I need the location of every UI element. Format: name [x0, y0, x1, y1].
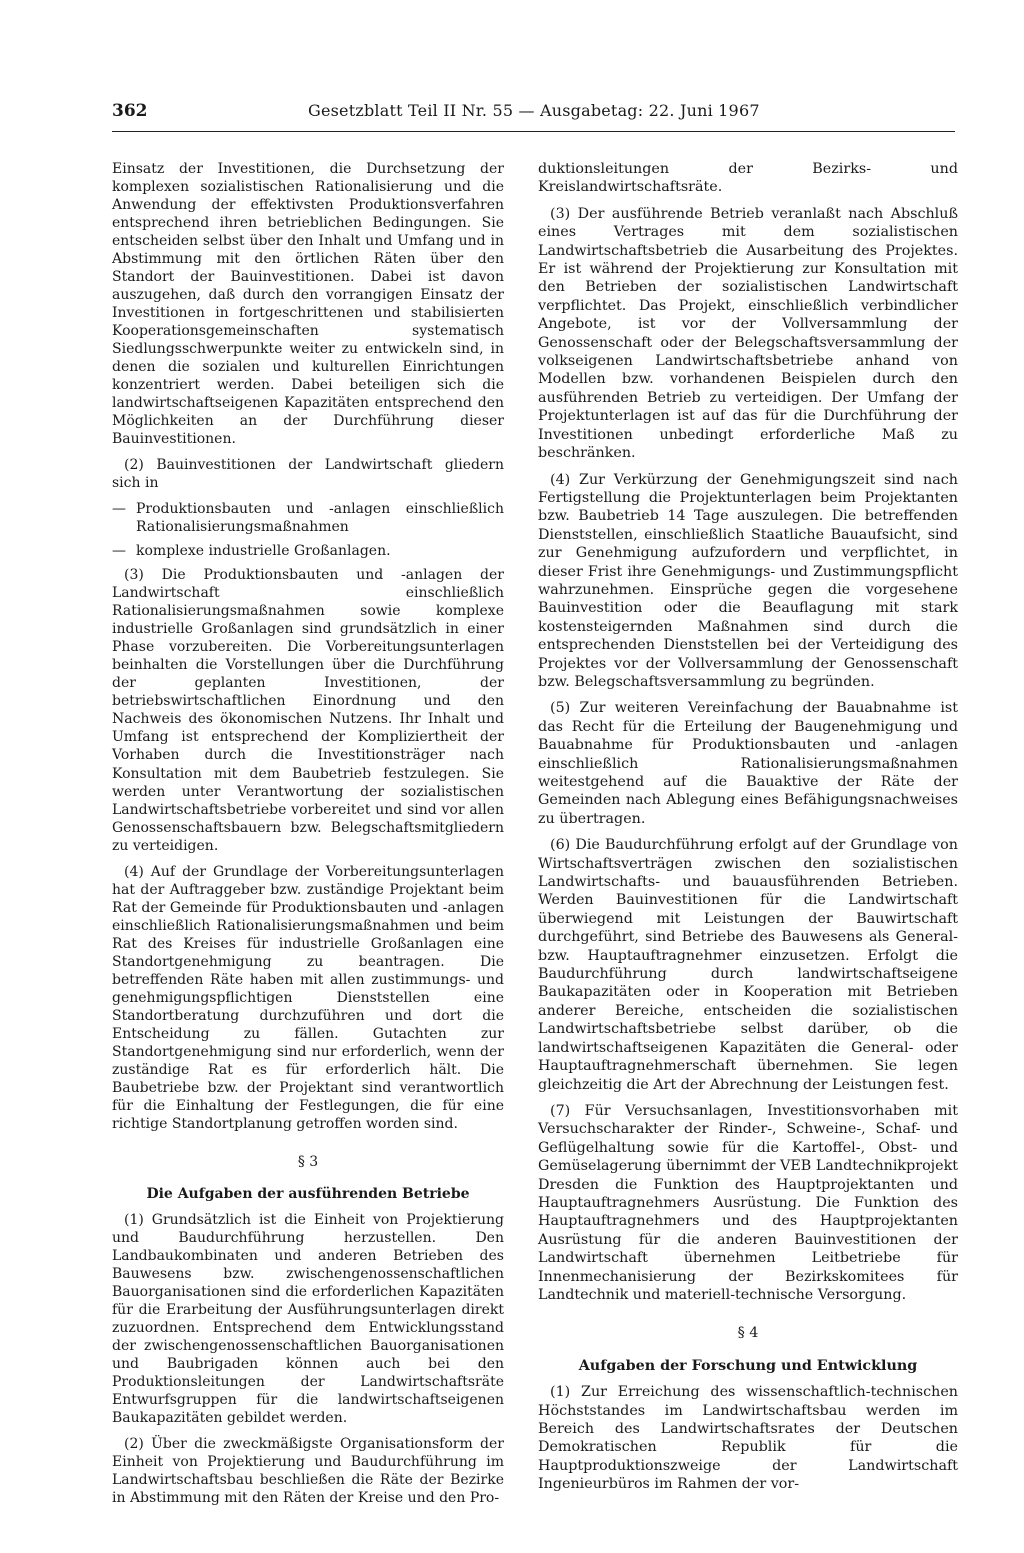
paragraph: (4) Zur Verkürzung der Genehmigungszeit sind nach Fertigstellung die Projektunterlagen beim Projektanten bzw. Baubetrieb 14 Tage auszulegen. Die betreffenden Dienststellen, einschließlich Staatliche Bauaufsicht, sind zur Genehmigung aufzufordern und verpflichtet, in dieser Frist ihre Genehmigungs- und Zustimmungspflicht wahrzunehmen. Einsprüche gegen die vorgesehene Bauinvestition oder die Beauflagung mit stark kostensteigernden Maßnahmen sind durch die entsprechenden Dienststellen bei der Verteidigung des Projektes vor der Vollversammlung der Genossenschaft bzw. Belegschaftsversammlung zu begründen. — [538, 471, 958, 690]
paragraph: (6) Die Baudurchführung erfolgt auf der Grundlage von Wirtschaftsverträgen zwischen den sozialistischen Landwirtschafts- und bauausführenden Betrieben. Werden Bauinvestitionen für die Landwirtschaft überwiegend mit Leistungen der Bauwirtschaft durchgeführt, sind Betriebe des Bauwesens als General- bzw. Hauptauftragnehmer einzusetzen. Erfolgt die Baudurchführung durch landwirtschaftseigene Baukapazitäten oder in Kooperation mit Betrieben anderer Bereiche, entscheiden die sozialistischen Landwirtschaftsbetriebe selbst darüber, ob die landwirtschaftseigenen Kapazitäten die General- oder Hauptauftragnehmerschaft übernehmen. Sie legen gleichzeitig die Art der Abrechnung der Leistungen fest. — [538, 837, 958, 1093]
page-header — [112, 101, 955, 131]
paragraph: (3) Die Produktionsbauten und -anlagen der Landwirtschaft einschließlich Rationalisierungsmaßnahmen sowie komplexe industrielle Großanlagen sind grundsätzlich in einer Phase vorzubereiten. Die Vorbereitungsunterlagen beinhalten die Vorstellungen über die Durchführung der geplanten Investitionen, der betriebswirtschaftlichen Einordnung und den Nachweis des ökonomischen Nutzens. Ihr Inhalt und Umfang ist entsprechend der Kompliziertheit der Vorhaben durch die Investitionsträger nach Konsultation mit dem Baubetrieb festzulegen. Sie werden unter Verantwortung der sozialistischen Landwirtschaftsbetriebe vorbereitet und sind vor allen Genossenschaftsbauern bzw. Belegschaftsmitgliedern zu verteidigen. — [112, 567, 504, 854]
section-title: Aufgaben der Forschung und Entwicklung — [578, 1357, 918, 1374]
paragraph: duktionsleitungen der Bezirks- und Kreislandwirtschaftsräte. — [538, 161, 958, 196]
right-column — [538, 160, 958, 1502]
left-column — [112, 160, 504, 1515]
paragraph: (3) Der ausführende Betrieb veranlaßt nach Abschluß eines Vertrages mit dem sozialistischen Landwirtschaftsbetrieb die Ausarbeitung des Projektes. Er ist während der Projektierung zur Konsultation mit den Betrieben der sozialistischen Landwirtschaft verpflichtet. Das Projekt, einschließlich verbindlicher Angebote, ist vor der Vollversammlung der Genossenschaft oder der Belegschaftsversammlung der volkseigenen Landwirtschaftsbetriebe anhand von Modellen bzw. vorhandenen Beispielen durch den ausführenden Betrieb zu verteidigen. Der Umfang der Projektunterlagen ist auf das für die Durchführung der Investitionen unbedingt erforderliche Maß zu beschränken. — [538, 205, 958, 462]
header-rule — [112, 131, 955, 132]
paragraph: (7) Für Versuchsanlagen, Investitionsvorhaben mit Versuchscharakter der Rinder-, Schweine-, Schaf- und Geflügelhaltung sowie für die Kartoffel-, Obst- und Gemüselagerung übernimmt der VEB Landtechnikprojekt Dresden die Funktion des Hauptprojektanten und Hauptauftragnehmers Ausrüstung. Die Funktion des Hauptauftragnehmers und des Hauptprojektanten Ausrüstung für die anderen Bauinvestitionen der Landwirtschaft übernehmen Leitbetriebe für Innenmechanisierung der Bezirkskomitees für Landtechnik und materiell-technische Versorgung. — [538, 1102, 958, 1303]
dash-list-item: — Produktionsbauten und -anlagen einschließlich Rationalisierungsmaßnahmen — [112, 500, 504, 536]
paragraph: (5) Zur weiteren Vereinfachung der Bauabnahme ist das Recht für die Erteilung der Baugenehmigung und Bauabnahme für Produktionsbauten und -anlagen einschließlich Rationalisierungsmaßnahmen weitestgehend auf die Bauaktive der Räte der Gemeinden nach Ablegung eines Befähigungsnachweises zu übertragen. — [538, 700, 958, 827]
paragraph: (2) Bauinvestitionen der Landwirtschaft gliedern sich in — [112, 457, 504, 492]
page-number: 362 — [112, 101, 148, 121]
section-number: § 3 — [297, 1153, 319, 1170]
dash-list-item: — komplexe industrielle Großanlagen. — [112, 542, 504, 560]
running-head: Gesetzblatt Teil II Nr. 55 — Ausgabetag: 22. Juni 1967 — [308, 101, 760, 120]
section-number: § 4 — [737, 1325, 759, 1342]
paragraph: (1) Grundsätzlich ist die Einheit von Projektierung und Baudurchführung herzustellen. Den Landbaukombinaten und anderen Betrieben des Bauwesens bzw. zwischengenossenschaftlichen Bauorganisationen sind die erforderlichen Kapazitäten für die Erarbeitung der Ausführungsunterlagen direkt zuzuordnen. Entsprechend dem Entwicklungsstand der zwischengenossenschaftlichen Bauorganisationen und Baubrigaden können auch bei den Produktionsleitungen der Landwirtschaftsräte Entwurfsgruppen für die landwirtschaftseigenen Baukapazitäten gebildet werden. — [112, 1211, 504, 1427]
section-title: Die Aufgaben der ausführenden Betriebe — [146, 1185, 470, 1202]
paragraph: (1) Zur Erreichung des wissenschaftlich-technischen Höchststandes im Landwirtschaftsbau werden im Bereich des Landwirtschaftsrates der Deutschen Demokratischen Republik für die Hauptproduktionszweige der Landwirtschaft Ingenieurbüros im Rahmen der vor- — [538, 1384, 958, 1493]
paragraph: (4) Auf der Grundlage der Vorbereitungsunterlagen hat der Auftraggeber bzw. zuständige Projektant beim Rat der Gemeinde für Produktionsbauten und -anlagen einschließlich Rationalisierungsmaßnahmen und beim Rat des Kreises für industrielle Großanlagen eine Standortgenehmigung zu beantragen. Die betreffenden Räte haben mit allen zustimmungs- und genehmigungspflichtigen Dienststellen eine Standortberatung durchzuführen und dort die Entscheidung zu fällen. Gutachten zur Standortgenehmigung sind nur erforderlich, wenn der zuständige Rat es für erforderlich hält. Die Baubetriebe bzw. der Projektant sind verantwortlich für die Einhaltung der Festlegungen, die für eine richtige Standortplanung getroffen worden sind. — [112, 863, 504, 1132]
paragraph: (2) Über die zweckmäßigste Organisationsform der Einheit von Projektierung und Baudurchführung im Landwirtschaftsbau beschließen die Räte der Bezirke in Abstimmung mit den Räten der Kreise und den Pro- — [112, 1436, 504, 1507]
paragraph: Einsatz der Investitionen, die Durchsetzung der komplexen sozialistischen Rationalisierung und die Anwendung der effektivsten Produktionsverfahren entsprechend ihren betrieblichen Bedingungen. Sie entscheiden selbst über den Inhalt und Umfang und in Abstimmung mit den örtlichen Räten über den Standort der Bauinvestitionen. Dabei ist davon auszugehen, daß durch den vorrangigen Einsatz der Investitionen in fortgeschrittenen und stabilisierten Kooperationsgemeinschaften systematisch Siedlungsschwerpunkte weiter zu entwickeln sind, in denen die sozialen und kulturellen Einrichtungen konzentriert werden. Dabei beteiligen sich die landwirtschaftseigenen Kapazitäten entsprechend den Möglichkeiten an der Durchführung dieser Bauinvestitionen. — [112, 161, 504, 448]
